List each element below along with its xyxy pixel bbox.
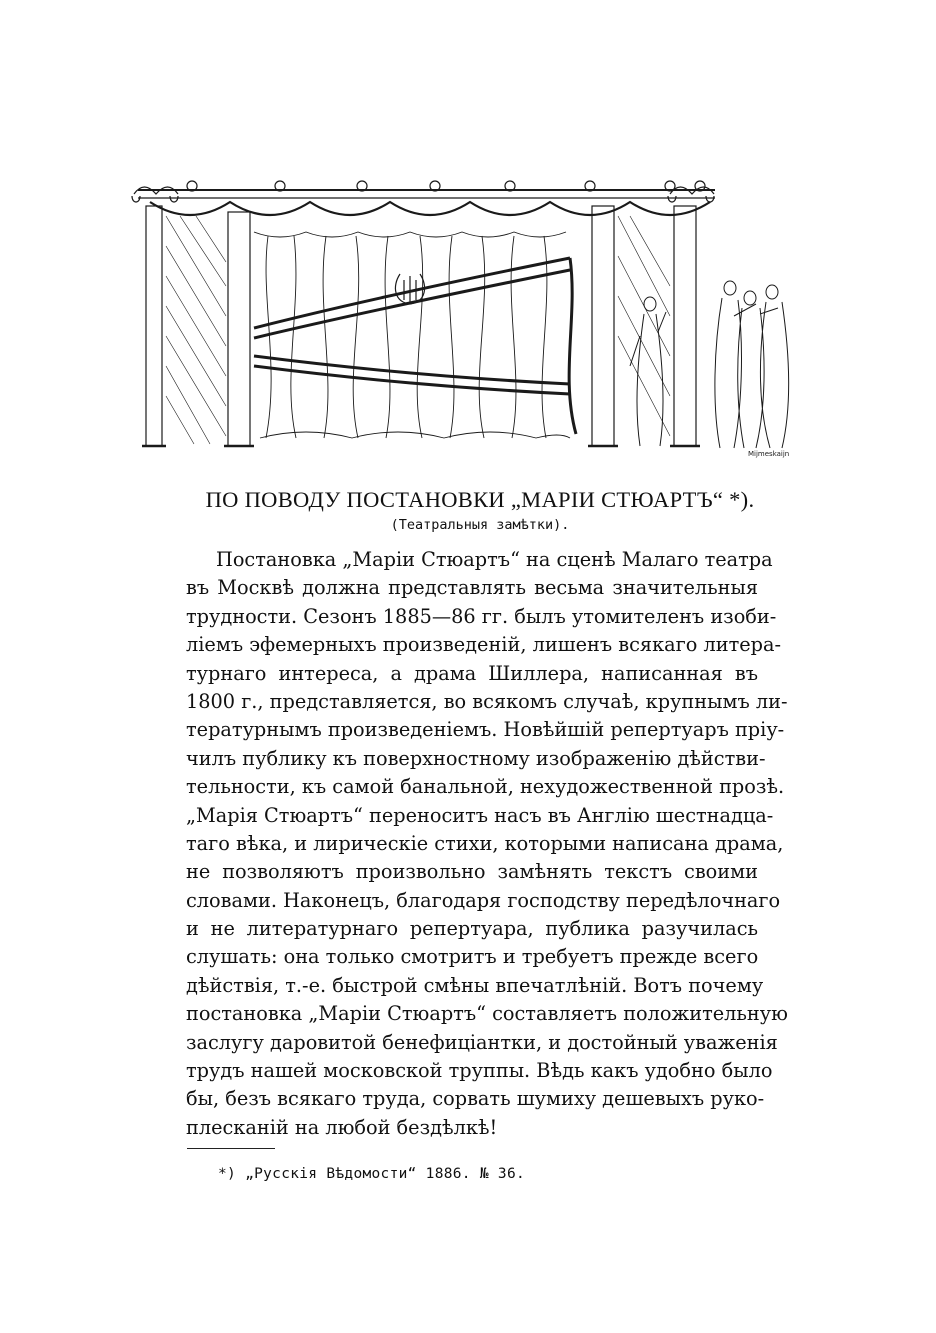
article-body xyxy=(186,546,788,1142)
column-right-2 xyxy=(674,206,696,446)
footnote-divider xyxy=(187,1148,275,1149)
drape-ribbon xyxy=(254,258,570,394)
body-line: трудъ нашей московской труппы. Вѣдь какъ удобно было xyxy=(186,1059,773,1083)
body-line: не позволяютъ произвольно замѣнять текстъ своими xyxy=(186,860,758,884)
body-line: ліемъ эфемерныхъ произведеній, лишенъ всякаго литера- xyxy=(186,633,781,657)
stage-curtain xyxy=(254,232,570,438)
body-line: дѣйствія, т.-е. быстрой смѣны впечатлѣній. Вотъ почему xyxy=(186,973,764,997)
body-line: бы, безъ всякаго труда, сорвать шумиху дешевыхъ руко- xyxy=(186,1087,765,1111)
body-line: трудности. Сезонъ 1885—86 гг. былъ утомителенъ изоби- xyxy=(186,604,777,628)
body-line: турнаго интереса, а драма Шиллера, написанная въ xyxy=(186,661,758,685)
article-subtitle: (Театральныя замѣтки). xyxy=(390,517,570,533)
column-right-1 xyxy=(592,206,614,446)
body-line: словами. Наконецъ, благодаря господству передѣлочнаго xyxy=(186,888,781,912)
body-line: „Марія Стюартъ“ переноситъ насъ въ Англію шестнадца- xyxy=(186,803,774,827)
body-line: Постановка „Маріи Стюартъ“ на сценѣ Малаго театра xyxy=(216,548,773,571)
theatre-stage-illustration xyxy=(130,176,810,458)
garland-swags xyxy=(150,202,710,215)
body-line: тельности, къ самой банальной, нехудожественной прозѣ. xyxy=(186,775,785,799)
body-line: чилъ публику къ поверхностному изображенію дѣйстви- xyxy=(186,746,766,770)
body-line: въ Москвѣ должна представлять весьма значительныя xyxy=(186,576,758,600)
column-left-1 xyxy=(146,206,162,446)
article-title: ПО ПОВОДУ ПОСТАНОВКИ „МАРІИ СТЮАРТЪ“ *). xyxy=(205,487,755,512)
body-line: плесканій на любой бездѣлкѣ! xyxy=(186,1115,498,1139)
artist-signature: Mijmeskaijn xyxy=(748,450,790,458)
column-left-2 xyxy=(228,212,250,446)
body-line: таго вѣка, и лирическіе стихи, которыми написана драма, xyxy=(186,831,784,855)
body-line: слушать: она только смотритъ и требуетъ прежде всего xyxy=(186,945,759,969)
body-line: и не литературнаго репертуара, публика разучилась xyxy=(186,917,758,941)
body-line: заслугу даровитой бенефиціантки, и достойный уваженія xyxy=(186,1030,778,1054)
body-line: 1800 г., представляется, во всякомъ случаѣ, крупнымъ ли- xyxy=(186,689,788,713)
body-line: постановка „Маріи Стюартъ“ составляетъ положительную xyxy=(186,1002,788,1026)
body-line: тературнымъ произведеніемъ. Новѣйшій репертуаръ пріу- xyxy=(186,718,785,742)
footnote: *) „Русскія Вѣдомости“ 1886. № 36. xyxy=(218,1166,526,1182)
